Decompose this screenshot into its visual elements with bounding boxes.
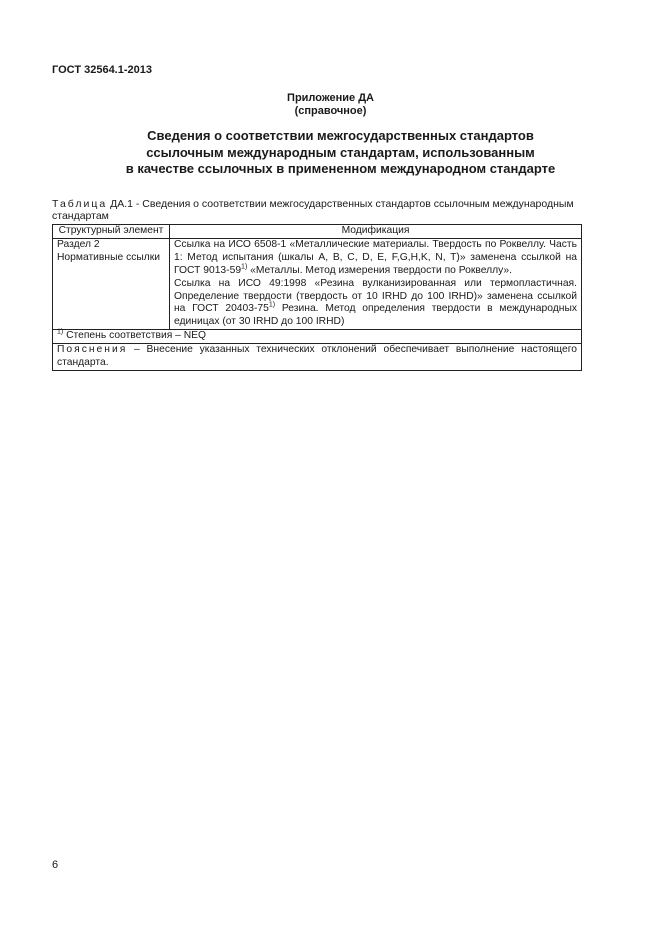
heading-line: Сведения о соответствии межгосударственных стандартов (147, 128, 534, 143)
table-caption (52, 198, 614, 222)
note-label: Пояснения (57, 344, 128, 356)
footnote-cell (53, 330, 582, 344)
modification-paragraph (174, 239, 577, 278)
document-code: ГОСТ 32564.1-2013 (52, 64, 152, 76)
annex-subtitle: (справочное) (294, 105, 367, 117)
note-cell (53, 344, 582, 371)
column-header-modification: Модификация (170, 225, 582, 239)
annex-title: Приложение ДА (287, 92, 374, 104)
table-caption-text: ДА.1 - Сведения о соответствии межгосударственных стандартов ссылочным международным стандартам (52, 198, 574, 222)
modification-text: Ссылка на ИСО 49:1998 «Резина вулканизированная или термопластичная. Определение твердости (твердость от 10 IRHD до 100 IRHD)» заменена ссылкой на ГОСТ 20403-75 (174, 277, 577, 315)
modification-cell (170, 238, 582, 329)
heading-line: ссылочным международным стандартам, использованным (146, 144, 535, 160)
note-row (53, 344, 582, 371)
table-row (53, 238, 582, 329)
page-number: 6 (52, 859, 59, 871)
modification-text: Ссылка на ИСО 6508-1 «Металлические материалы. Твердость по Роквеллу. Часть 1: Метод испытания (шкалы A, B, C, D, E, F,G,H,K, N, T)» заменена ссылкой на ГОСТ 9013-59 (174, 238, 577, 276)
note-text: – Внесение указанных технических отклонений обеспечивает выполнение настоящего стандарта. (57, 344, 577, 369)
section-heading (100, 128, 581, 178)
footnote-row (53, 330, 582, 344)
footnote-text: Степень соответствия – NEQ (63, 330, 207, 342)
table-header-row (53, 225, 582, 239)
footnote-marker: 1) (57, 328, 64, 336)
table-caption-prefix: Таблица (52, 198, 108, 210)
heading-line: в качестве ссылочных в примененном международном стандарте (125, 161, 556, 176)
footnote-ref: 1) (268, 302, 276, 310)
conformity-table (52, 224, 582, 371)
footnote-ref: 1) (241, 263, 248, 271)
column-header-element: Структурный элемент (53, 225, 170, 239)
structural-element-cell: Раздел 2 Нормативные ссылки (53, 238, 170, 329)
modification-text: «Металлы. Метод измерения твердости по Роквеллу». (247, 264, 512, 276)
modification-paragraph (174, 278, 577, 330)
modification-text: Резина. Метод определения твердости в международных единицах (от 30 IRHD до 100 IRHD) (174, 303, 577, 328)
